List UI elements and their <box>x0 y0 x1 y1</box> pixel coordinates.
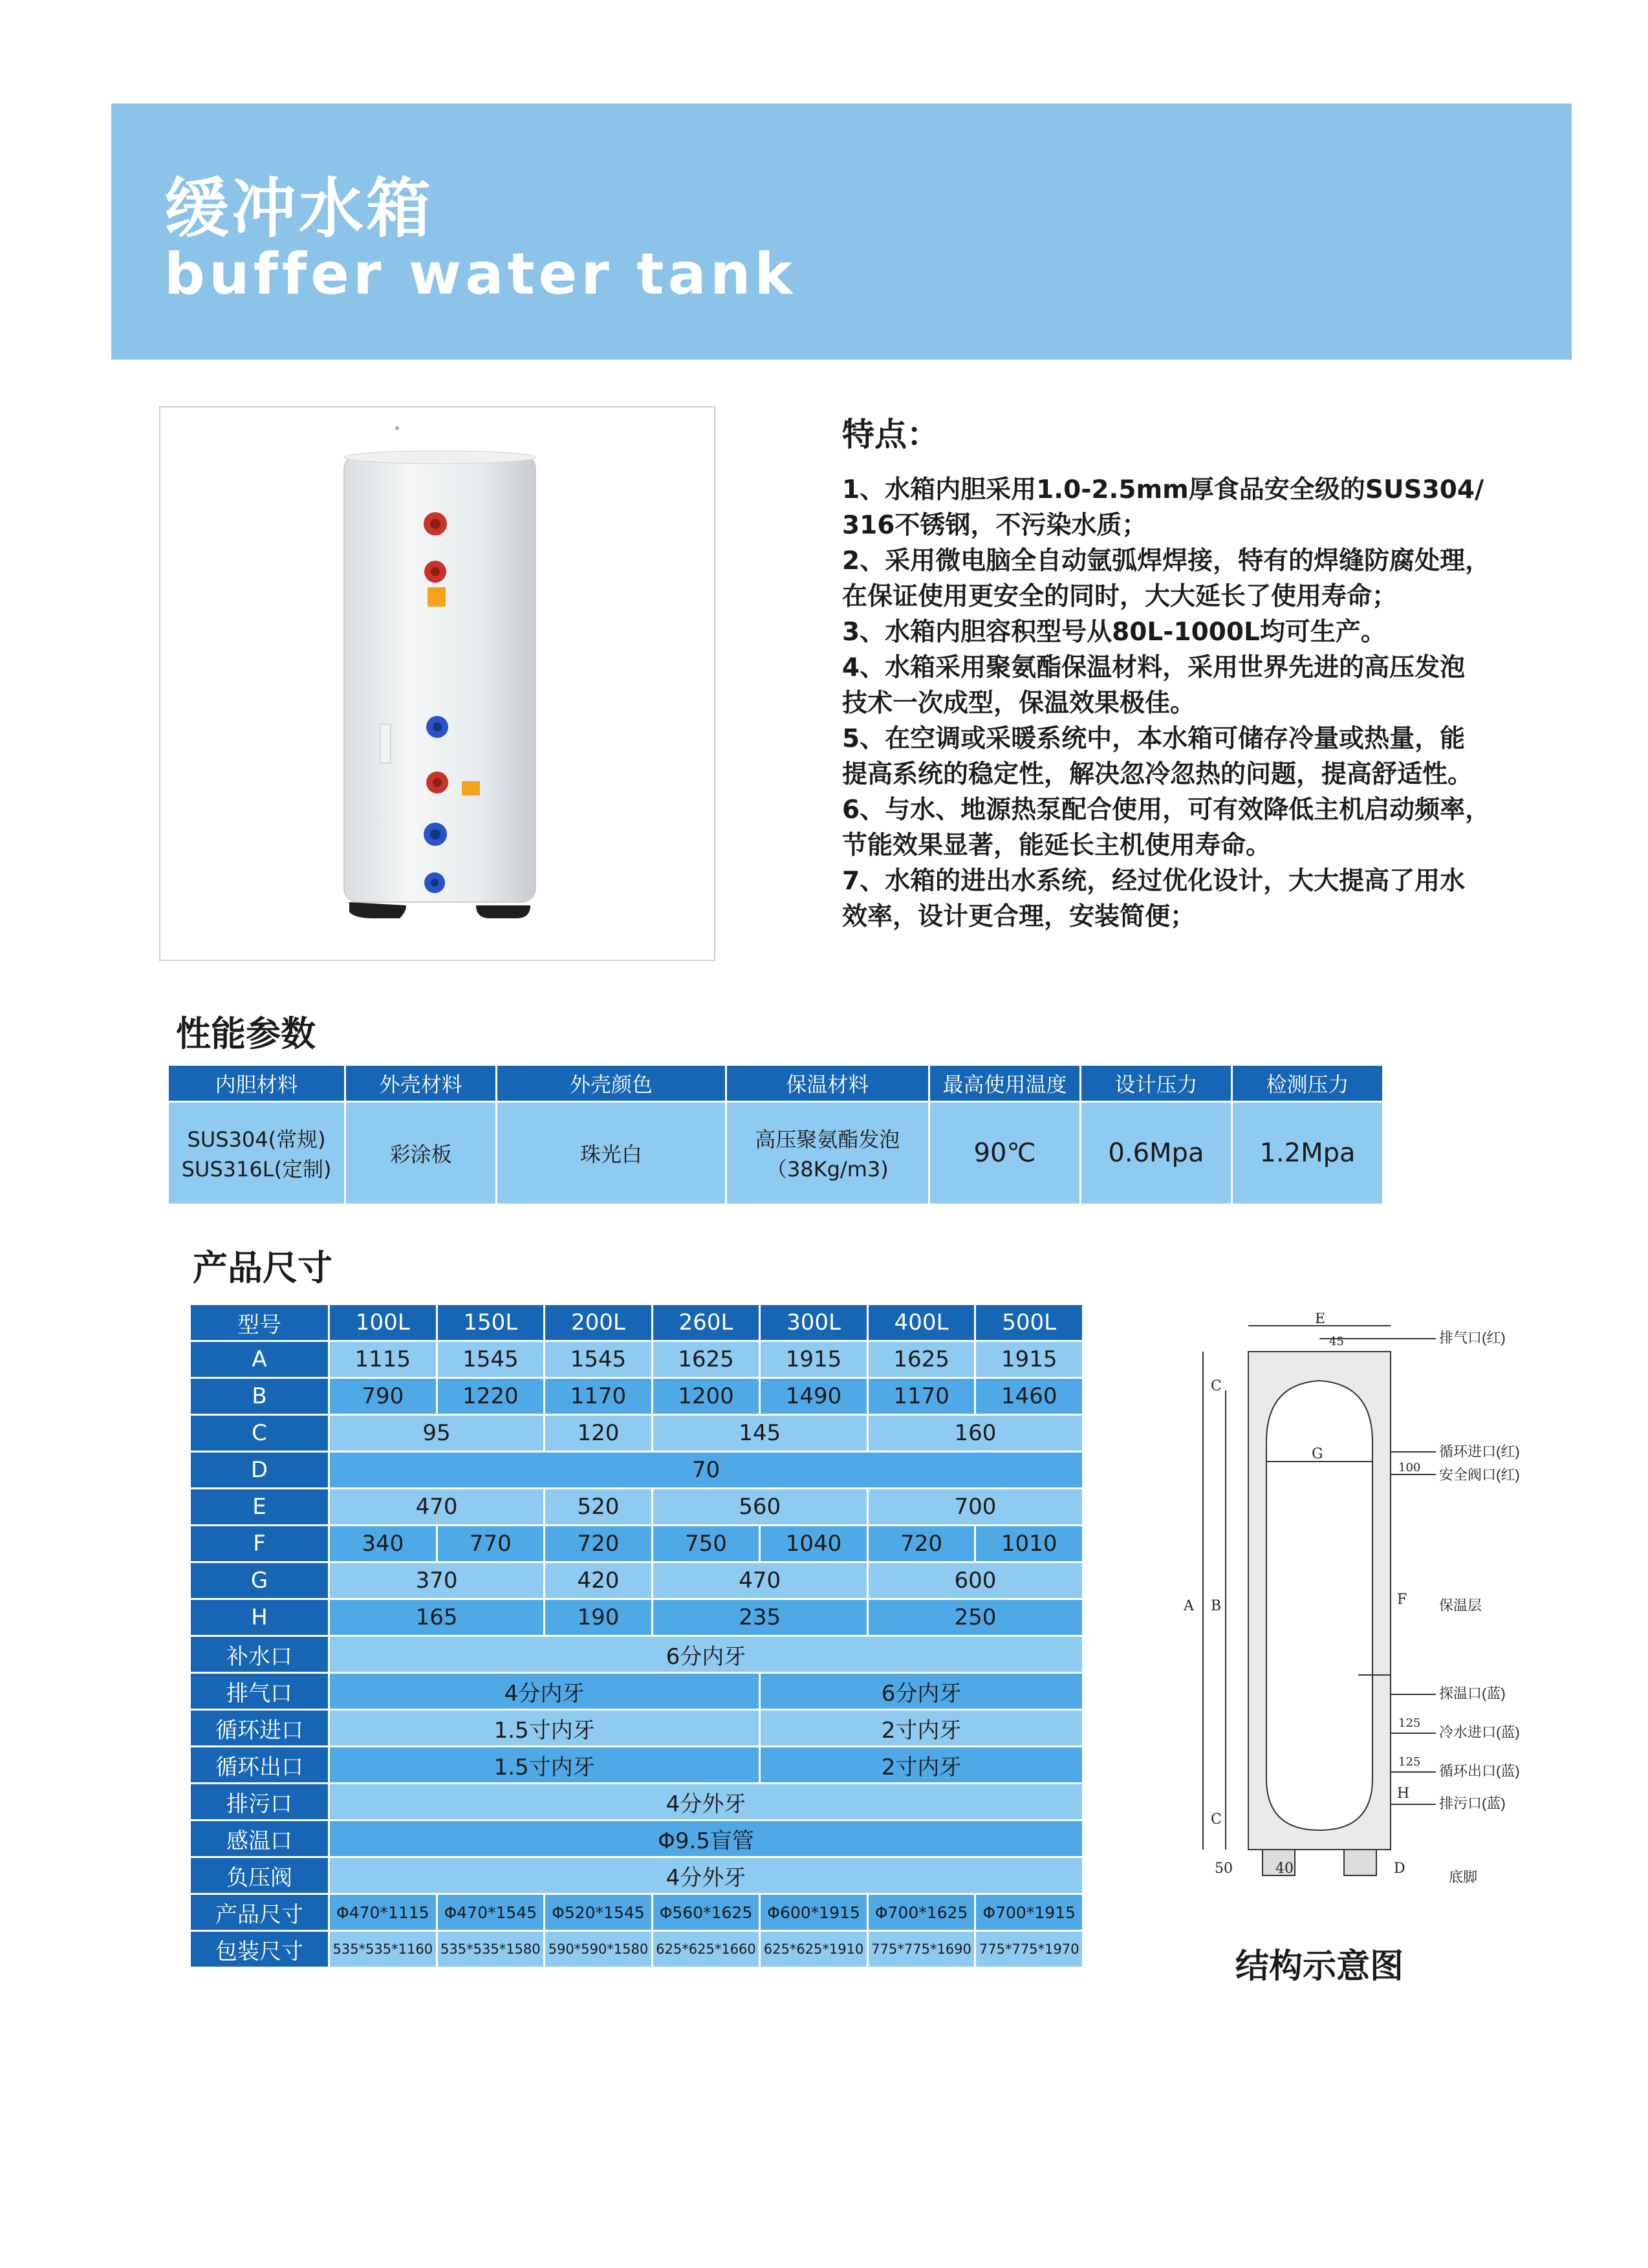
table-cell: 775*775*1690 <box>869 1932 975 1967</box>
table-cell: 1170 <box>869 1379 975 1414</box>
table-cell: 145 <box>653 1416 867 1451</box>
dim-f-label: F <box>1397 1592 1407 1608</box>
header-cell: 100L <box>330 1305 436 1340</box>
header-cell: 保温材料 <box>727 1066 928 1101</box>
table-cell: 750 <box>653 1526 759 1561</box>
table-row <box>191 1563 1082 1598</box>
table-cell: 560 <box>653 1489 867 1524</box>
dim-b-label: B <box>1211 1598 1222 1614</box>
table-row <box>191 1674 1082 1709</box>
table-cell: 1490 <box>761 1379 867 1414</box>
header-cell: 外壳材料 <box>346 1066 495 1101</box>
table-cell: 6分内牙 <box>330 1637 1082 1672</box>
feature-line: 提高系统的稳定性，解决忽冷忽热的问题，提高舒适性。 <box>842 760 1473 789</box>
table-cell: 520 <box>545 1489 651 1524</box>
table-cell: Φ700*1915 <box>976 1895 1082 1930</box>
table-row <box>191 1637 1082 1672</box>
feature-line: 在保证使用更安全的同时，大大延长了使用寿命； <box>842 582 1398 611</box>
table-cell: 1625 <box>869 1342 975 1377</box>
dim-h-label: H <box>1397 1786 1410 1802</box>
feature-line: 4、水箱采用聚氨酯保温材料，采用世界先进的高压发泡 <box>842 653 1466 682</box>
row-label: F <box>191 1526 328 1561</box>
header-cell: 400L <box>869 1305 975 1340</box>
label-safety: 安全阀口(红) <box>1439 1467 1520 1483</box>
table-cell: 770 <box>438 1526 544 1561</box>
row-label: 排气口 <box>191 1674 328 1709</box>
features-list <box>842 472 1573 934</box>
header-cell: 型号 <box>191 1305 328 1340</box>
label-vent: 排气口(红) <box>1439 1330 1506 1346</box>
dim-e-label: E <box>1315 1313 1326 1327</box>
diagram-caption: 结构示意图 <box>1235 1947 1404 1986</box>
table-cell: 720 <box>869 1526 975 1561</box>
header-cell: 300L <box>761 1305 867 1340</box>
dimensions-title: 产品尺寸 <box>193 1247 332 1288</box>
table-cell: 470 <box>653 1563 867 1598</box>
table-row <box>191 1821 1082 1856</box>
row-label: 补水口 <box>191 1637 328 1672</box>
dim-c-top-label: C <box>1211 1378 1222 1394</box>
table-cell: 720 <box>545 1526 651 1561</box>
table-cell: 190 <box>545 1600 651 1635</box>
header-cell: 200L <box>545 1305 651 1340</box>
table-cell: Φ9.5盲管 <box>330 1821 1082 1856</box>
table-cell: Φ560*1625 <box>653 1895 759 1930</box>
header-cell: 150L <box>438 1305 544 1340</box>
table-cell: 165 <box>330 1600 543 1635</box>
table-cell: 700 <box>869 1489 1082 1524</box>
insulation-line-1: 高压聚氨酯发泡 <box>755 1127 900 1152</box>
feature-line: 节能效果显著，能延长主机使用寿命。 <box>842 831 1272 860</box>
table-cell: 775*775*1970 <box>976 1932 1082 1967</box>
table-row <box>191 1416 1082 1451</box>
row-label: 感温口 <box>191 1821 328 1856</box>
table-cell: 1170 <box>545 1379 651 1414</box>
row-label: C <box>191 1416 328 1451</box>
table-cell: 625*625*1660 <box>653 1932 759 1967</box>
header-cell: 设计压力 <box>1081 1066 1231 1101</box>
shell-material-cell: 彩涂板 <box>346 1103 495 1204</box>
dim-c-bottom-label: C <box>1211 1811 1222 1828</box>
table-cell: 1545 <box>438 1342 544 1377</box>
table-row <box>191 1858 1082 1893</box>
row-label: G <box>191 1563 328 1598</box>
table-cell: 590*590*1580 <box>545 1932 651 1967</box>
table-cell: 625*625*1910 <box>761 1932 867 1967</box>
table-cell: 1460 <box>976 1379 1082 1414</box>
row-label: 循环进口 <box>191 1711 328 1745</box>
table-row <box>191 1489 1082 1524</box>
row-label: 产品尺寸 <box>191 1895 328 1930</box>
feature-line: 6、与水、地源热泵配合使用，可有效降低主机启动频率， <box>842 795 1491 825</box>
table-cell: 1115 <box>330 1342 436 1377</box>
table-cell: 1040 <box>761 1526 867 1561</box>
table-cell: 4分外牙 <box>330 1858 1082 1893</box>
feature-line: 316不锈钢，不污染水质； <box>842 511 1147 540</box>
inner-material-2: SUS316L(定制) <box>181 1157 332 1182</box>
dimensions-table <box>189 1303 1084 1969</box>
dim-40-label: 40 <box>1275 1861 1294 1877</box>
inner-material-1: SUS304(常规) <box>187 1127 326 1152</box>
product-photo <box>159 406 715 961</box>
dim-125a-label: 125 <box>1398 1716 1421 1730</box>
feature-line: 5、在空调或采暖系统中，本水箱可储存冷量或热量，能 <box>842 724 1466 753</box>
table-cell: 2寸内牙 <box>761 1711 1082 1745</box>
table-cell: 1625 <box>653 1342 759 1377</box>
row-label: 负压阀 <box>191 1858 328 1893</box>
table-cell: 2寸内牙 <box>761 1747 1082 1782</box>
page-title: 缓冲水箱 <box>164 171 433 246</box>
table-row <box>191 1453 1082 1487</box>
label-foot: 底脚 <box>1449 1869 1478 1885</box>
table-cell: 70 <box>330 1453 1082 1487</box>
row-label: A <box>191 1342 328 1377</box>
table-cell: 535*535*1580 <box>438 1932 544 1967</box>
features-title: 特点： <box>842 416 939 453</box>
table-cell: Φ600*1915 <box>761 1895 867 1930</box>
table-cell: Φ520*1545 <box>545 1895 651 1930</box>
table-row <box>191 1342 1082 1377</box>
row-label: B <box>191 1379 328 1414</box>
table-cell: 1915 <box>976 1342 1082 1377</box>
feature-line: 3、水箱内胆容积型号从80L-1000L均可生产。 <box>842 618 1386 647</box>
feature-line: 1、水箱内胆采用1.0-2.5mm厚食品安全级的SUS304/ <box>842 475 1484 504</box>
header-cell: 500L <box>976 1305 1082 1340</box>
label-drain: 排污口(蓝) <box>1439 1795 1506 1811</box>
table-cell: 420 <box>545 1563 651 1598</box>
table-cell: 470 <box>330 1489 543 1524</box>
table-cell: 4分外牙 <box>330 1784 1082 1819</box>
page-subtitle: buffer water tank <box>164 241 797 307</box>
header-cell: 检测压力 <box>1233 1066 1382 1101</box>
table-cell: 1915 <box>761 1342 867 1377</box>
table-cell: 250 <box>869 1600 1082 1635</box>
row-label: 循环出口 <box>191 1747 328 1782</box>
header-cell: 内胆材料 <box>169 1066 344 1101</box>
feature-line: 效率，设计更合理，安装简便； <box>842 902 1196 931</box>
table-cell: 340 <box>330 1526 436 1561</box>
table-cell: 1200 <box>653 1379 759 1414</box>
insulation-cell <box>727 1103 928 1204</box>
dim-d-label: D <box>1394 1861 1405 1877</box>
table-cell: 235 <box>653 1600 867 1635</box>
table-row <box>191 1526 1082 1561</box>
table-row <box>191 1895 1082 1930</box>
table-cell: 1.5寸内牙 <box>330 1747 759 1782</box>
table-cell: 790 <box>330 1379 436 1414</box>
structure-diagram <box>1164 1313 1565 1908</box>
table-cell: 160 <box>869 1416 1082 1451</box>
table-cell: Φ700*1625 <box>869 1895 975 1930</box>
performance-table <box>167 1064 1384 1205</box>
table-cell: 4分内牙 <box>330 1674 759 1709</box>
table-cell: 120 <box>545 1416 651 1451</box>
table-row <box>191 1600 1082 1635</box>
design-pressure-cell: 0.6Mpa <box>1081 1103 1231 1204</box>
dim-50-label: 50 <box>1215 1861 1233 1877</box>
dim-125b-label: 125 <box>1398 1755 1421 1769</box>
label-sensor: 探温口(蓝) <box>1439 1685 1506 1701</box>
row-label: 排污口 <box>191 1784 328 1819</box>
performance-title: 性能参数 <box>176 1013 316 1054</box>
inner-material-cell <box>169 1103 344 1204</box>
dim-100-label: 100 <box>1398 1461 1421 1474</box>
table-row <box>191 1747 1082 1782</box>
row-label: 包装尺寸 <box>191 1932 328 1967</box>
table-cell: Φ470*1545 <box>438 1895 544 1930</box>
dim-g-label: G <box>1312 1446 1323 1462</box>
shell-color-cell: 珠光白 <box>497 1103 725 1204</box>
feature-line: 7、水箱的进出水系统，经过优化设计，大大提高了用水 <box>842 867 1466 896</box>
header-cell: 最高使用温度 <box>930 1066 1079 1101</box>
table-cell: 1220 <box>438 1379 544 1414</box>
max-temp-cell: 90℃ <box>930 1103 1079 1204</box>
label-insulation: 保温层 <box>1439 1597 1482 1614</box>
header-banner <box>111 103 1572 360</box>
row-label: E <box>191 1489 328 1524</box>
table-cell: 535*535*1160 <box>330 1932 436 1967</box>
table-row <box>191 1379 1082 1414</box>
table-cell: 600 <box>869 1563 1082 1598</box>
label-cold-in: 冷水进口(蓝) <box>1439 1724 1520 1740</box>
row-label: D <box>191 1453 328 1487</box>
header-cell: 260L <box>653 1305 759 1340</box>
table-row <box>191 1932 1082 1967</box>
table-cell: 6分内牙 <box>761 1674 1082 1709</box>
insulation-line-2: （38Kg/m3) <box>766 1157 889 1182</box>
test-pressure-cell: 1.2Mpa <box>1233 1103 1382 1204</box>
label-circ-out: 循环出口(蓝) <box>1439 1763 1520 1779</box>
table-cell: 95 <box>330 1416 543 1451</box>
feature-line: 技术一次成型，保温效果极佳。 <box>842 689 1196 718</box>
table-row <box>191 1784 1082 1819</box>
feature-line: 2、采用微电脑全自动氩弧焊焊接，特有的焊缝防腐处理， <box>842 546 1491 576</box>
dim-a-label: A <box>1184 1598 1194 1614</box>
table-cell: 1.5寸内牙 <box>330 1711 759 1745</box>
table-cell: 1010 <box>976 1526 1082 1561</box>
row-label: H <box>191 1600 328 1635</box>
table-row <box>191 1711 1082 1745</box>
table-cell: 370 <box>330 1563 543 1598</box>
label-circ-in: 循环进口(红) <box>1439 1443 1520 1460</box>
header-cell: 外壳颜色 <box>497 1066 725 1101</box>
dim-45-label: 45 <box>1329 1335 1344 1348</box>
table-cell: 1545 <box>545 1342 651 1377</box>
table-cell: Φ470*1115 <box>330 1895 436 1930</box>
